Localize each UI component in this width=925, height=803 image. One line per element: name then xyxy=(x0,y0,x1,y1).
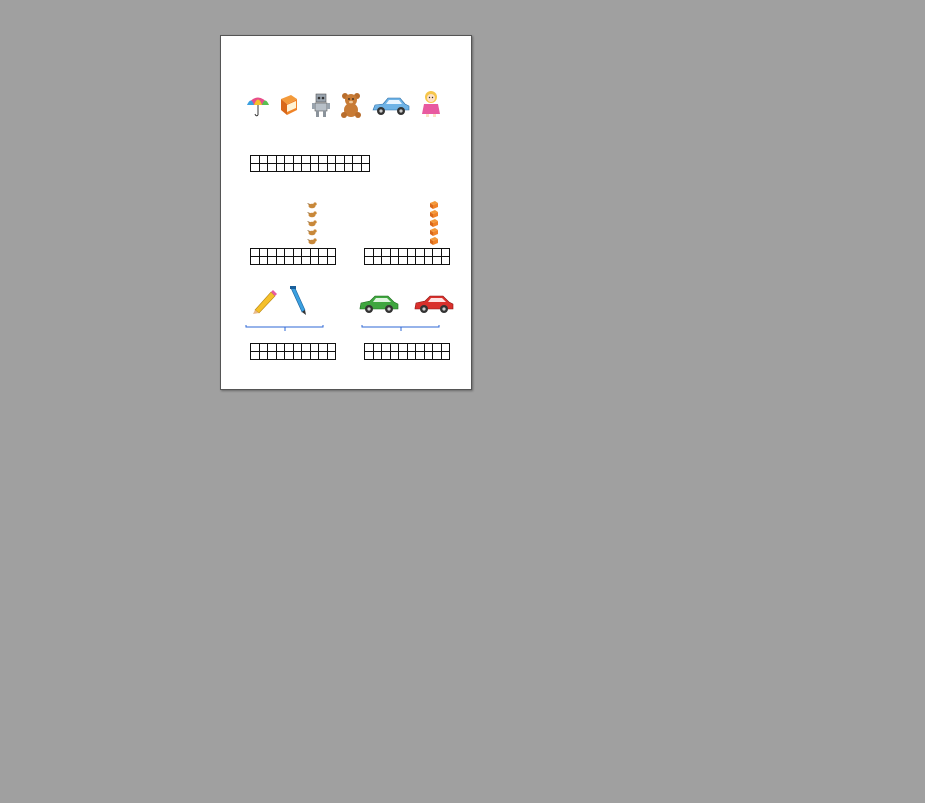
answer-cell[interactable] xyxy=(293,249,302,257)
answer-cell[interactable] xyxy=(268,352,277,360)
answer-cell[interactable] xyxy=(259,257,268,265)
answer-cell[interactable] xyxy=(382,344,391,352)
answer-cell[interactable] xyxy=(293,257,302,265)
answer-cell[interactable] xyxy=(365,257,374,265)
answer-cell[interactable] xyxy=(441,344,450,352)
answer-cell[interactable] xyxy=(365,344,374,352)
answer-cell[interactable] xyxy=(416,352,425,360)
answer-cell[interactable] xyxy=(259,249,268,257)
answer-cell[interactable] xyxy=(344,164,353,172)
answer-row-label xyxy=(243,257,251,265)
answer-cell[interactable] xyxy=(365,249,374,257)
answer-cell[interactable] xyxy=(302,257,311,265)
answer-cell[interactable] xyxy=(407,249,416,257)
answer-cell[interactable] xyxy=(416,249,425,257)
answer-row-label xyxy=(357,344,365,352)
task2-book-answer-grid[interactable] xyxy=(357,248,450,265)
answer-cell[interactable] xyxy=(382,257,391,265)
answer-cell[interactable] xyxy=(293,156,302,164)
pen-icon xyxy=(287,286,309,316)
answer-cell[interactable] xyxy=(407,352,416,360)
toy-car-icon xyxy=(371,96,411,116)
answer-cell[interactable] xyxy=(327,257,336,265)
answer-cell[interactable] xyxy=(276,344,285,352)
answer-cell[interactable] xyxy=(268,344,277,352)
answer-cell[interactable] xyxy=(390,352,399,360)
answer-cell[interactable] xyxy=(319,164,328,172)
doll-icon xyxy=(419,90,443,118)
answer-cell[interactable] xyxy=(327,352,336,360)
answer-cell[interactable] xyxy=(382,249,391,257)
answer-cell[interactable] xyxy=(433,249,442,257)
answer-cell[interactable] xyxy=(276,164,285,172)
answer-cell[interactable] xyxy=(407,257,416,265)
answer-cell[interactable] xyxy=(276,249,285,257)
answer-cell[interactable] xyxy=(327,156,336,164)
answer-cell[interactable] xyxy=(344,156,353,164)
answer-cell[interactable] xyxy=(390,257,399,265)
answer-cell[interactable] xyxy=(259,164,268,172)
answer-cell[interactable] xyxy=(399,257,408,265)
answer-cell[interactable] xyxy=(433,344,442,352)
answer-cell[interactable] xyxy=(251,257,260,265)
answer-cell[interactable] xyxy=(302,156,311,164)
answer-cell[interactable] xyxy=(373,257,382,265)
answer-cell[interactable] xyxy=(310,344,319,352)
answer-cell[interactable] xyxy=(319,257,328,265)
answer-cell[interactable] xyxy=(285,164,294,172)
pencil-icon xyxy=(251,288,277,314)
answer-cell[interactable] xyxy=(268,257,277,265)
answer-cell[interactable] xyxy=(373,344,382,352)
answer-cell[interactable] xyxy=(353,156,362,164)
answer-cell[interactable] xyxy=(302,352,311,360)
answer-row-label xyxy=(243,344,251,352)
answer-cell[interactable] xyxy=(251,352,260,360)
answer-cell[interactable] xyxy=(390,249,399,257)
answer-cell[interactable] xyxy=(327,249,336,257)
green-car-icon xyxy=(358,294,400,314)
umbrella-icon xyxy=(245,92,271,118)
task3-pen-answer-grid[interactable] xyxy=(243,343,336,360)
answer-cell[interactable] xyxy=(441,257,450,265)
answer-cell[interactable] xyxy=(416,344,425,352)
answer-cell[interactable] xyxy=(293,344,302,352)
answer-cell[interactable] xyxy=(310,257,319,265)
answer-row-label xyxy=(243,352,251,360)
answer-cell[interactable] xyxy=(365,352,374,360)
answer-cell[interactable] xyxy=(399,344,408,352)
answer-cell[interactable] xyxy=(319,352,328,360)
task3-car-answer-grid[interactable] xyxy=(357,343,450,360)
answer-cell[interactable] xyxy=(268,156,277,164)
answer-cell[interactable] xyxy=(310,249,319,257)
answer-cell[interactable] xyxy=(407,344,416,352)
answer-cell[interactable] xyxy=(251,344,260,352)
answer-cell[interactable] xyxy=(251,156,260,164)
answer-row-label xyxy=(357,257,365,265)
answer-row-label xyxy=(357,352,365,360)
red-car-icon xyxy=(413,294,455,314)
answer-cell[interactable] xyxy=(361,156,370,164)
answer-cell[interactable] xyxy=(390,344,399,352)
car-sum-brace xyxy=(361,324,441,332)
answer-cell[interactable] xyxy=(424,249,433,257)
answer-cell[interactable] xyxy=(259,156,268,164)
answer-cell[interactable] xyxy=(310,352,319,360)
answer-cell[interactable] xyxy=(276,352,285,360)
answer-cell[interactable] xyxy=(285,156,294,164)
answer-cell[interactable] xyxy=(302,344,311,352)
answer-cell[interactable] xyxy=(441,249,450,257)
answer-cell[interactable] xyxy=(327,344,336,352)
worksheet-page-1 xyxy=(220,35,472,390)
answer-row-label xyxy=(357,249,365,257)
task1-answer-grid[interactable] xyxy=(243,155,370,172)
answer-cell[interactable] xyxy=(319,249,328,257)
answer-row-label xyxy=(243,156,251,164)
answer-cell[interactable] xyxy=(302,249,311,257)
answer-cell[interactable] xyxy=(441,352,450,360)
answer-cell[interactable] xyxy=(373,352,382,360)
answer-cell[interactable] xyxy=(285,352,294,360)
answer-cell[interactable] xyxy=(302,164,311,172)
answer-cell[interactable] xyxy=(259,352,268,360)
robot-icon xyxy=(311,92,331,118)
teddy-bear-icon xyxy=(339,92,363,118)
answer-cell[interactable] xyxy=(276,156,285,164)
answer-cell[interactable] xyxy=(293,352,302,360)
pen-sum-brace xyxy=(245,324,325,332)
answer-cell[interactable] xyxy=(424,344,433,352)
book-icon xyxy=(277,93,301,117)
answer-cell[interactable] xyxy=(276,257,285,265)
answer-cell[interactable] xyxy=(319,156,328,164)
answer-cell[interactable] xyxy=(285,257,294,265)
answer-cell[interactable] xyxy=(399,352,408,360)
answer-cell[interactable] xyxy=(416,257,425,265)
answer-cell[interactable] xyxy=(327,164,336,172)
answer-cell[interactable] xyxy=(310,156,319,164)
answer-row-label xyxy=(243,249,251,257)
answer-cell[interactable] xyxy=(424,257,433,265)
answer-cell[interactable] xyxy=(424,352,433,360)
answer-cell[interactable] xyxy=(336,164,345,172)
answer-cell[interactable] xyxy=(285,344,294,352)
answer-cell[interactable] xyxy=(336,156,345,164)
answer-cell[interactable] xyxy=(353,164,362,172)
answer-cell[interactable] xyxy=(310,164,319,172)
answer-cell[interactable] xyxy=(373,249,382,257)
answer-cell[interactable] xyxy=(285,249,294,257)
answer-cell[interactable] xyxy=(268,249,277,257)
answer-cell[interactable] xyxy=(399,249,408,257)
answer-row-label xyxy=(243,164,251,172)
answer-cell[interactable] xyxy=(382,352,391,360)
answer-cell[interactable] xyxy=(433,257,442,265)
answer-cell[interactable] xyxy=(251,164,260,172)
answer-cell[interactable] xyxy=(293,164,302,172)
task2-bird-answer-grid[interactable] xyxy=(243,248,336,265)
answer-cell[interactable] xyxy=(268,164,277,172)
answer-cell[interactable] xyxy=(259,344,268,352)
answer-cell[interactable] xyxy=(251,249,260,257)
answer-cell[interactable] xyxy=(361,164,370,172)
answer-cell[interactable] xyxy=(433,352,442,360)
answer-cell[interactable] xyxy=(319,344,328,352)
